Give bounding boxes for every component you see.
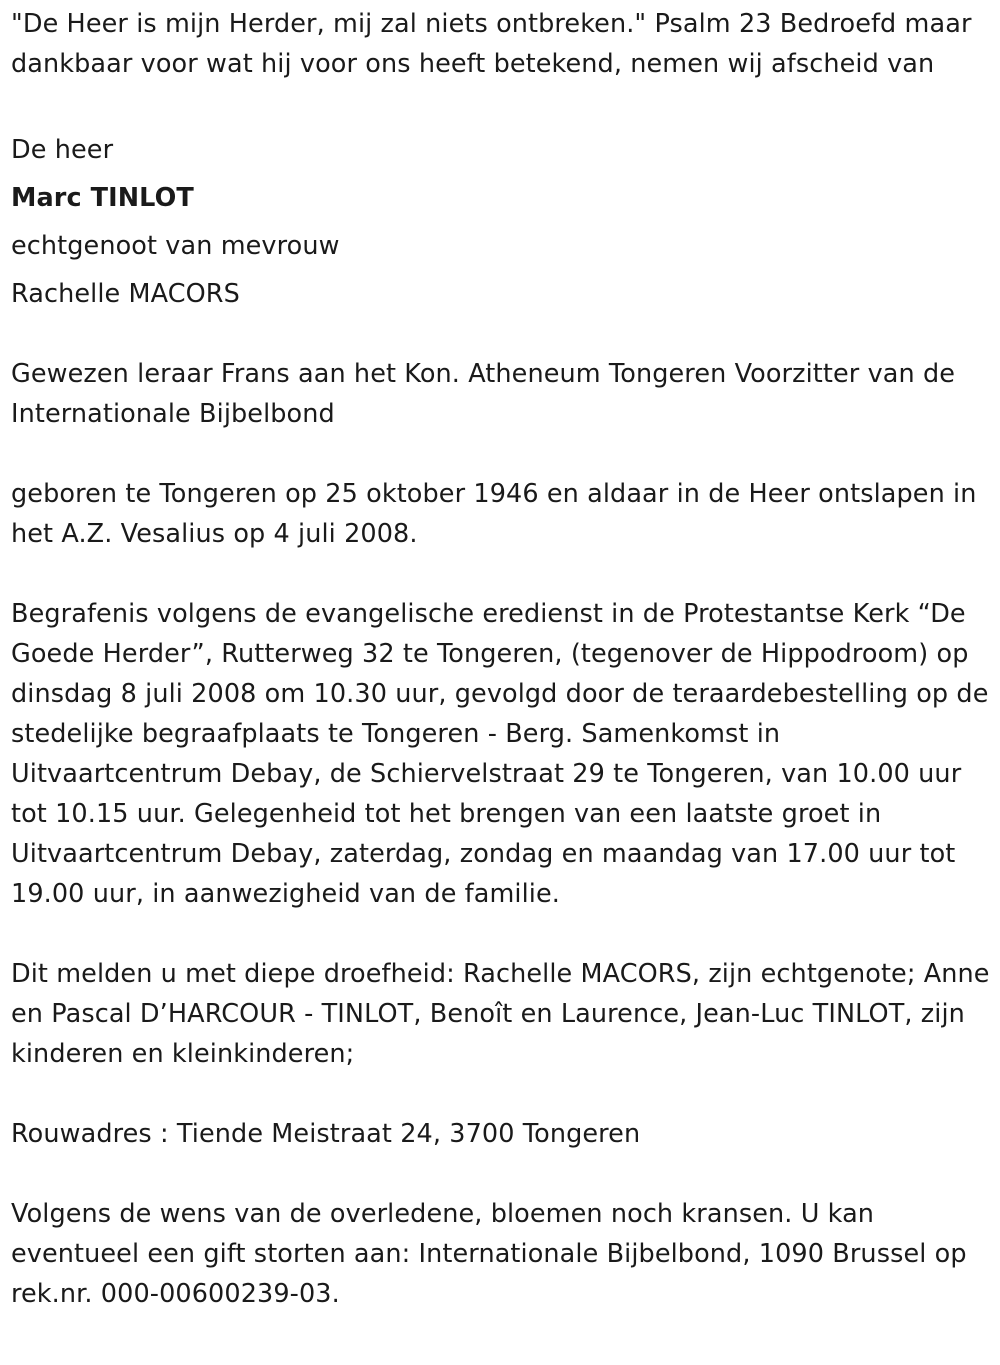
address-paragraph: Rouwadres : Tiende Meistraat 24, 3700 Tongeren: [11, 1119, 641, 1149]
wishes-paragraph: Volgens de wens van de overledene, bloemen noch kransen. U kan eventueel een gift storten aan: Internationale Bijbelbond, 1090 Brussel op rek.nr. 000-00600239-03.: [11, 1199, 967, 1309]
intro-paragraph: "De Heer is mijn Herder, mij zal niets ontbreken." Psalm 23 Bedroefd maar dankbaar voor wat hij voor ons heeft betekend, nemen wij afscheid van: [11, 9, 972, 79]
honorific: De heer: [11, 135, 114, 165]
career-paragraph: Gewezen leraar Frans aan het Kon. Atheneum Tongeren Voorzitter van de Internationale Bijbelbond: [11, 359, 956, 429]
mourners-paragraph: Dit melden u met diepe droefheid: Rachelle MACORS, zijn echtgenote; Anne en Pascal D’HARCOUR - TINLOT, Benoît en Laurence, Jean-Luc TINLOT, zijn kinderen en kleinkinderen;: [11, 959, 990, 1069]
birth-death-paragraph: geboren te Tongeren op 25 oktober 1946 en aldaar in de Heer ontslapen in het A.Z. Vesalius op 4 juli 2008.: [11, 479, 977, 549]
deceased-name: Marc TINLOT: [11, 183, 194, 213]
death-notice: [11, 0, 996, 1314]
spouse-label: echtgenoot van mevrouw: [11, 231, 340, 261]
funeral-paragraph: Begrafenis volgens de evangelische eredienst in de Protestantse Kerk “De Goede Herder”, Rutterweg 32 te Tongeren, (tegenover de Hippodroom) op dinsdag 8 juli 2008 om 10.30 uur, gevolgd door de teraardebestelling op de stedelijke begraafplaats te Tongeren - Berg. Samenkomst in Uitvaartcentrum Debay, de Schiervelstraat 29 te Tongeren, van 10.00 uur tot 10.15 uur. Gelegenheid tot het brengen van een laatste groet in Uitvaartcentrum Debay, zaterdag, zondag en maandag van 17.00 uur tot 19.00 uur, in aanwezigheid van de familie.: [11, 599, 989, 909]
spouse-name: Rachelle MACORS: [11, 279, 240, 309]
